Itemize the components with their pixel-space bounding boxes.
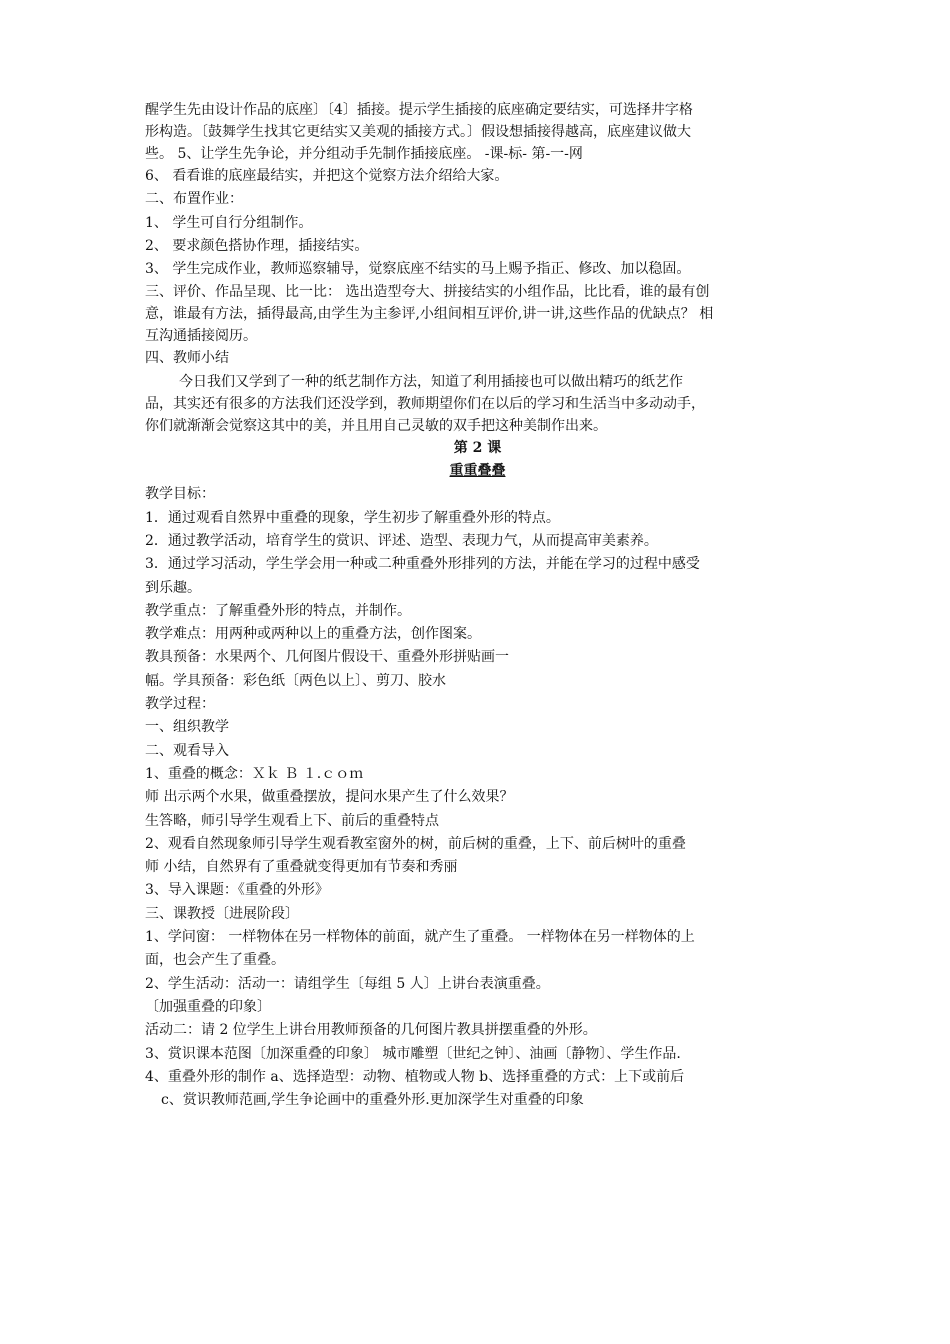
text-line: 3．通过学习活动，学生学会用一种或二种重叠外形排列的方法，并能在学习的过程中感受 [145, 556, 700, 573]
text-line: 〔加强重叠的印象〕 [145, 998, 271, 1015]
text-line: 教具预备：水果两个、几何图片假设干、重叠外形拼贴画一 [145, 649, 509, 666]
text-line: 到乐趣。 [145, 579, 201, 596]
lesson-title [145, 460, 810, 483]
section-heading: 二、布置作业： [145, 191, 243, 208]
text-line: 3、导入课题：《重叠的外形》 [145, 882, 329, 899]
document-body [145, 99, 810, 1112]
section-heading: 三、课教授〔进展阶段〕 [145, 905, 299, 922]
text-line: 幅。学具预备：彩色纸〔两色以上〕、剪刀、胶水 [145, 672, 446, 689]
text-line: 活动二：请 2 位学生上讲台用教师预备的几何图片教具拼摆重叠的外形。 [145, 1022, 597, 1039]
text-line: 1、重叠的概念：Ｘｋ Ｂ １.ｃｏｍ [145, 765, 364, 782]
lesson-number: 第 2 课 [453, 439, 502, 456]
text-line: c、赏识教师范画,学生争论画中的重叠外形.更加深学生对重叠的印象 [161, 1092, 584, 1109]
text-line: 2．通过教学活动，培育学生的赏识、评述、造型、表现力气，从而提高审美素养。 [145, 532, 658, 549]
text-line: 师 小结，自然界有了重叠就变得更加有节奏和秀丽 [145, 859, 458, 876]
lesson-title-text: 重重叠叠 [449, 463, 506, 480]
text-line: 2、学生活动：活动一：请组学生〔每组 5 人〕上讲台表演重叠。 [145, 975, 550, 992]
text-line: 三、评价、作品呈现、比一比： 选出造型夸大、拼接结实的小组作品，比比看，谁的最有创 [145, 284, 710, 301]
section-heading: 一、组织教学 [145, 719, 229, 736]
text-line: 2、观看自然现象师引导学生观看教室窗外的树，前后树的重叠，上下、前后树叶的重叠 [145, 835, 686, 852]
text-line: 1．通过观看自然界中重叠的现象，学生初步了解重叠外形的特点。 [145, 509, 560, 526]
summary-line: 品，其实还有很多的方法我们还没学到，教师期望你们在以后的学习和生活当中多动动手， [145, 395, 705, 412]
section-heading: 二、观看导入 [145, 742, 229, 759]
text-line: 些。 5、让学生先争论，并分组动手先制作插接底座。 -课-标- 第-一-网 [145, 146, 583, 162]
text-line: 师 出示两个水果，做重叠摆放，提问水果产生了什么效果？ [145, 789, 514, 806]
text-line: 意，谁最有方法，插得最高,由学生为主参评,小组间相互评价,讲一讲,这些作品的优缺点？ 相 [145, 306, 714, 323]
text-line: 教学难点：用两种或两种以上的重叠方法，创作图案。 [145, 626, 481, 643]
text-line: 形构造。〔鼓舞学生找其它更结实又美观的插接方式。〕假设想插接得越高，底座建议做大 [145, 124, 691, 140]
text-line: 生答略，师引导学生观看上下、前后的重叠特点 [145, 812, 439, 829]
text-line: 3、 学生完成作业，教师巡察辅导，觉察底座不结实的马上赐予指正、修改、加以稳固。 [145, 261, 691, 278]
text-line: 1、 学生可自行分组制作。 [145, 214, 313, 231]
summary-line: 今日我们又学到了一种的纸艺制作方法，知道了利用插接也可以做出精巧的纸艺作 [179, 373, 683, 390]
text-line: 醒学生先由设计作品的底座〕〔4〕插接。提示学生插接的底座确定要结实，可选择井字格 [145, 102, 693, 118]
text-line: 6、 看看谁的底座最结实，并把这个觉察方法介绍给大家。 [145, 168, 509, 184]
text-line: 1、学问窗： 一样物体在另一样物体的前面，就产生了重叠。 一样物体在另一样物体的上 [145, 929, 695, 946]
section-heading: 教学目标： [145, 486, 215, 503]
text-line: 4、重叠外形的制作 a、选择造型：动物、植物或人物 b、选择重叠的方式：上下或前后 [145, 1068, 685, 1085]
text-line: 教学重点：了解重叠外形的特点，并制作。 [145, 602, 411, 619]
section-heading: 教学过程： [145, 696, 215, 713]
text-line: 2、 要求颜色搭协作理，插接结实。 [145, 237, 369, 254]
summary-line: 你们就渐渐会觉察这其中的美，并且用自己灵敏的双手把这种美制作出来。 [145, 417, 607, 434]
text-line: 3、赏识课本范图〔加深重叠的印象〕 城市雕塑〔世纪之钟〕、油画〔静物〕、学生作品. [145, 1045, 681, 1062]
section-heading: 四、教师小结 [145, 350, 229, 367]
text-line: 面，也会产生了重叠。 [145, 952, 285, 969]
text-line: 互沟通插接阅历。 [145, 328, 257, 345]
